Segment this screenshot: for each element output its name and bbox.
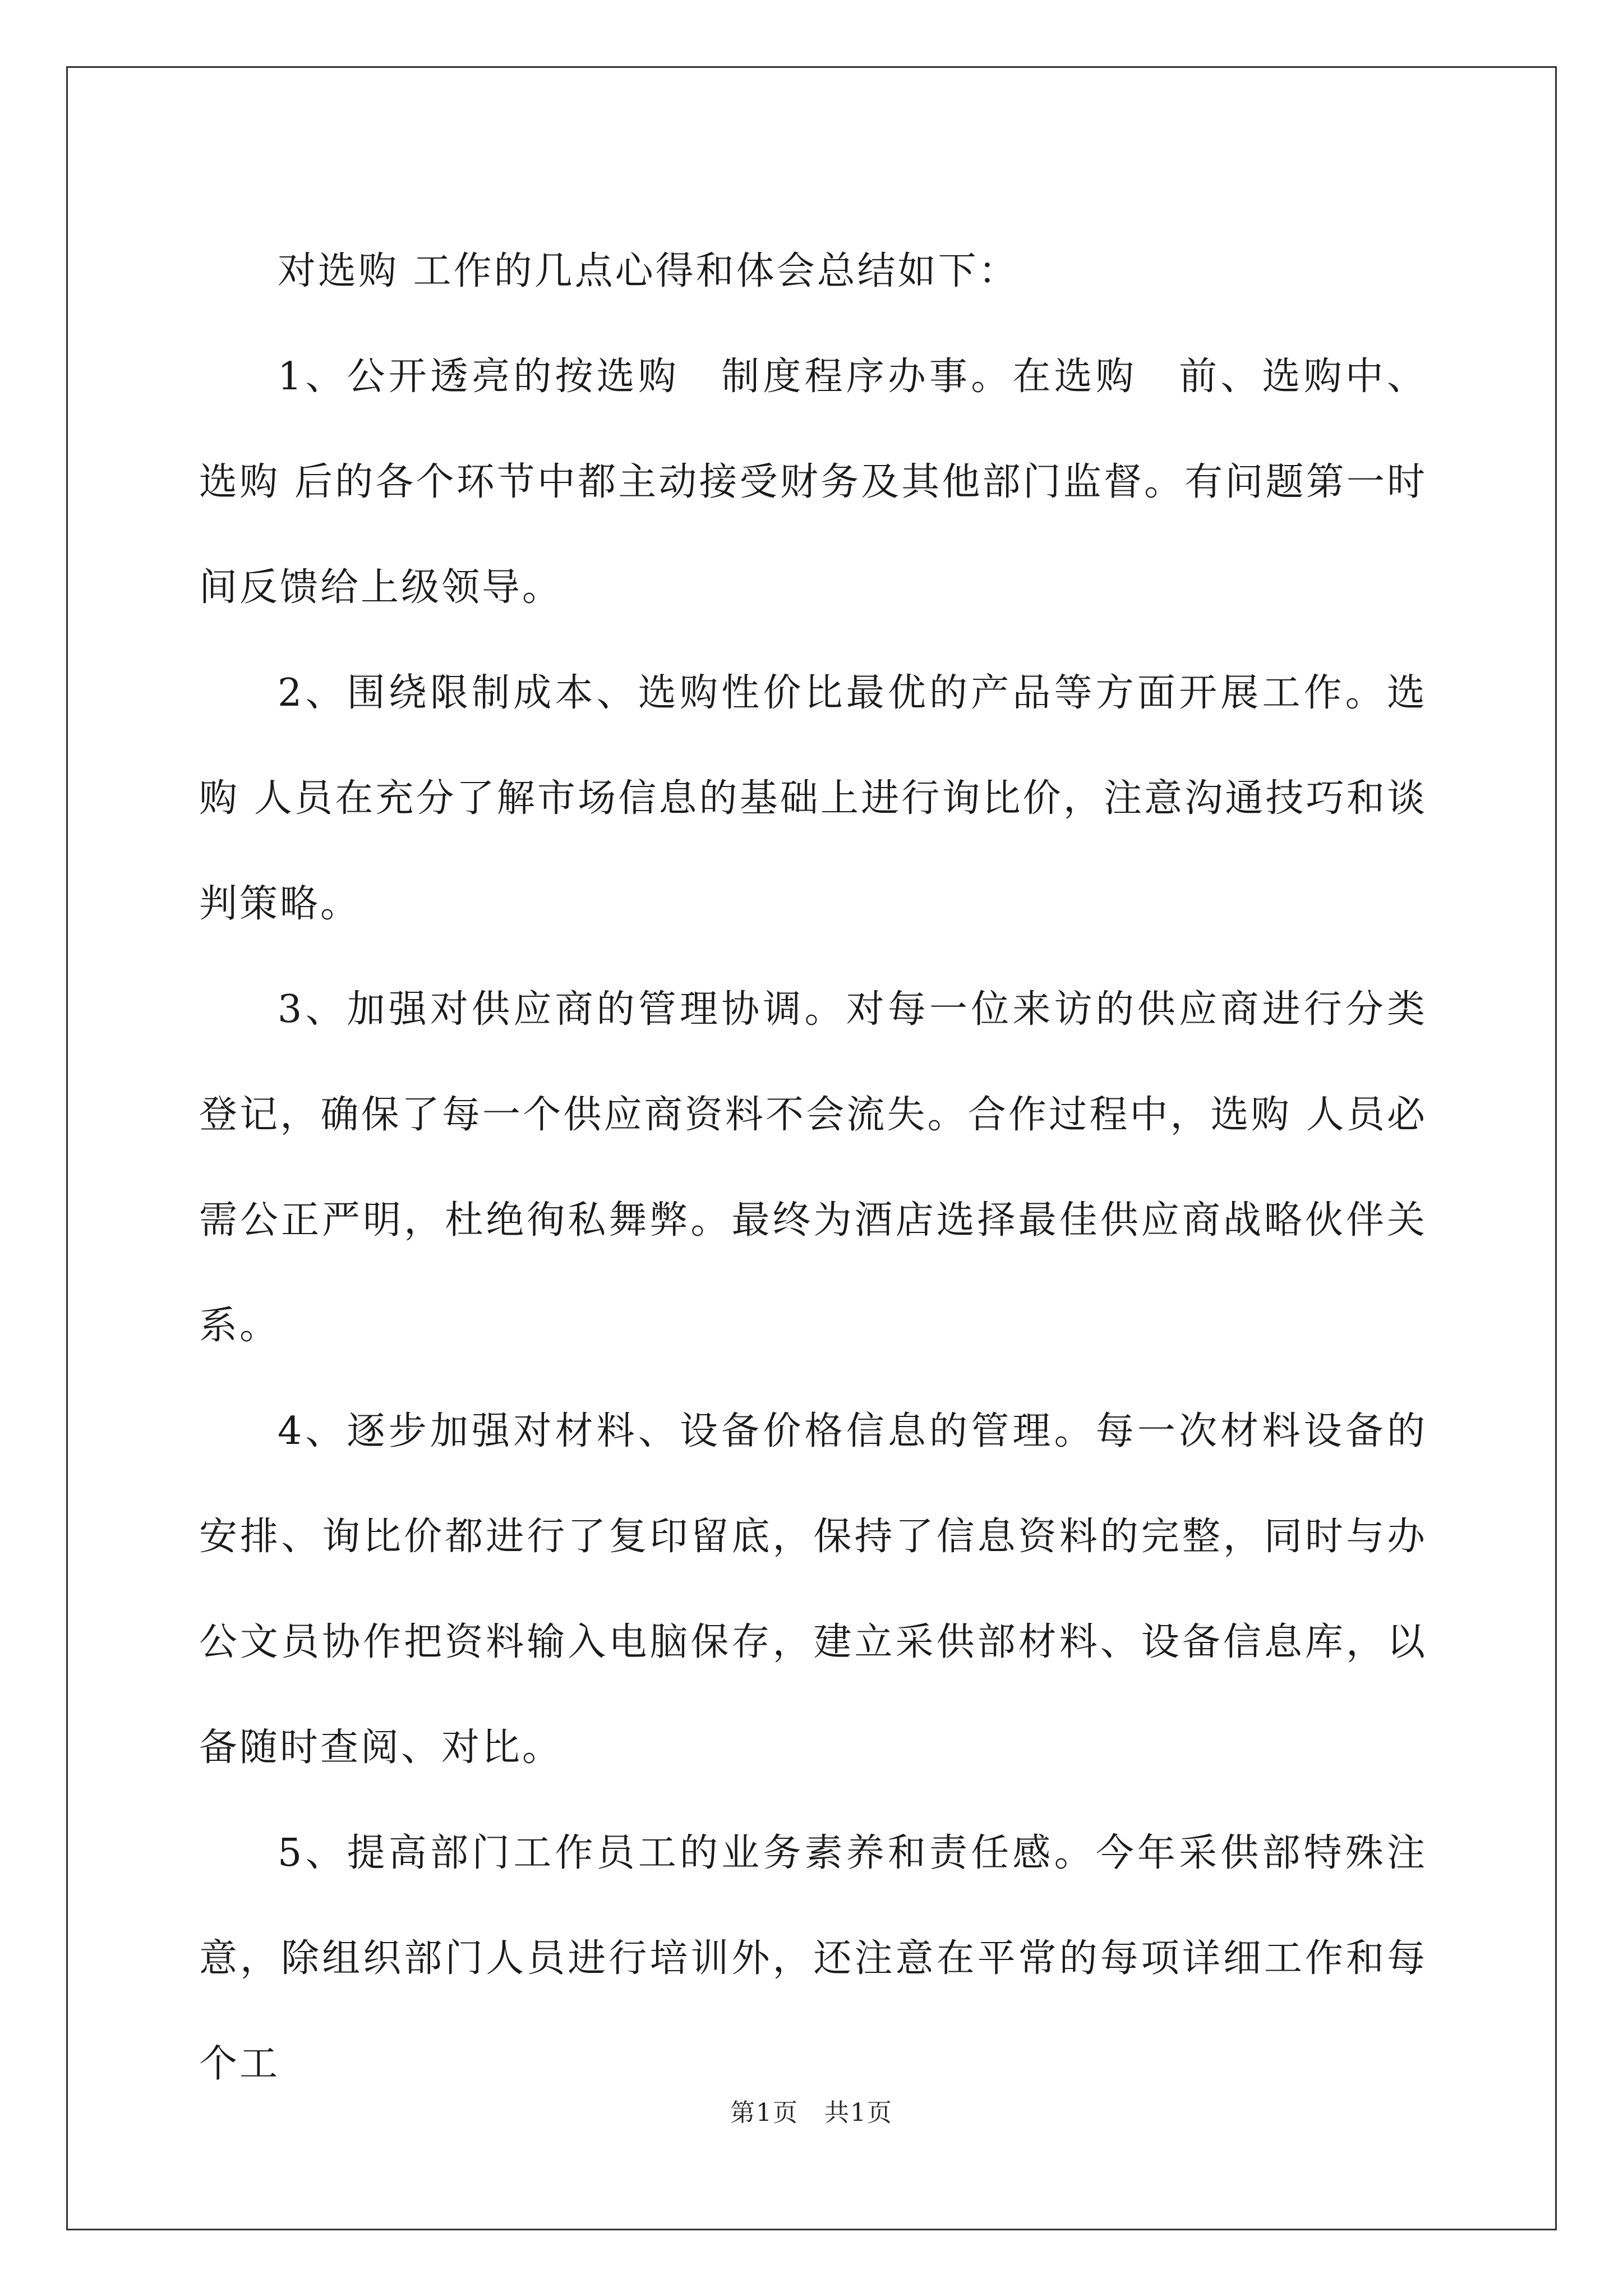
paragraph-item-3: 3、加强对供应商的管理协调。对每一位来访的供应商进行分类登记，确保了每一个供应商资料不会流失。合作过程中，选购 人员必需公正严明，杜绝徇私舞弊。最终为酒店选择最佳供应商战略伙伴关系。 [199,987,1427,1348]
paragraph-item-5: 5、提高部门工作员工的业务素养和责任感。今年采供部特殊注意，除组织部门人员进行培训外，还注意在平常的每项详细工作和每个工 [199,1831,1427,2086]
paragraph-item-2: 2、围绕限制成本、选购性价比最优的产品等方面开展工作。选购 人员在充分了解市场信息的基础上进行询比价，注意沟通技巧和谈判策略。 [199,671,1427,926]
paragraph-item-1: 1、公开透亮的按选购 制度程序办事。在选购 前、选购中、选购 后的各个环节中都主动接受财务及其他部门监督。有问题第一时间反馈给上级领导。 [199,355,1427,610]
paragraph-item-4: 4、逐步加强对材料、设备价格信息的管理。每一次材料设备的安排、询比价都进行了复印留底，保持了信息资料的完整，同时与办公文员协作把资料输入电脑保存，建立采供部材料、设备信息库，以备随时查阅、对比。 [199,1409,1427,1770]
page-number-footer: 第1页 共1页 [730,2099,893,2127]
document-body [199,219,1427,2117]
paragraph-intro: 对选购 工作的几点心得和体会总结如下： [278,249,1019,293]
